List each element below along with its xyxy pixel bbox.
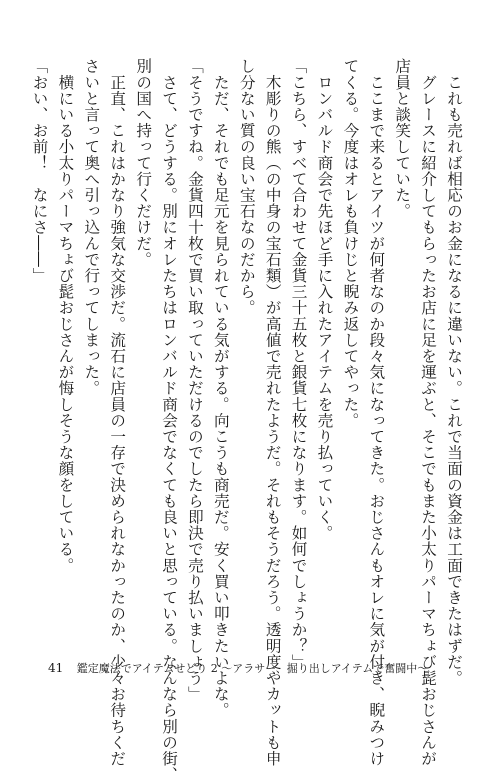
text-line: し分ない質の良い宝石なのだから。 — [237, 58, 256, 316]
text-line: ただ、それでも足元を見られている気がする。向こうも商売だ。安く買い叩きたいよな。 — [211, 58, 230, 719]
text-line: さて、どうする。別にオレたちはロンバルド商会でなくても良いと思っている。なんなら別の街、 — [160, 58, 179, 783]
text-line: ここまで来るとアイツが何者なのか段々気になってきた。おじさんもオレに気が付き、睨みつけ — [367, 58, 386, 767]
running-title: 鑑定魔法でアイテムせどり 2 〜アラサー、掘り出しアイテムで奮闘中〜 — [76, 662, 429, 675]
text-line: ロンバルド商会で先ほど手に入れたアイテムを売り払っていく。 — [315, 58, 334, 541]
page-number: 41 — [48, 661, 64, 675]
text-line: 「そうですね。金貨四十枚で買い取っていただけるのでしたら即決で売り払いましょう」 — [185, 58, 204, 702]
text-line: グレースに紹介してもらったお店に足を運ぶと、そこでもまた小太りパーマちょび髭おじさんが — [419, 58, 438, 767]
text-line: 店員と談笑していた。 — [393, 58, 412, 219]
page-footer — [48, 660, 428, 676]
text-line: さいと言って奥へ引っ込んで行ってしまった。 — [82, 58, 101, 397]
text-line: てくる。今度はオレも負けじと睨み返してやった。 — [341, 58, 360, 429]
text-line: 木彫りの熊（の中身の宝石類）が高値で売れたようだ。それもそうだろう。透明度やカットも申 — [263, 58, 282, 767]
text-line: 「おい、お前！ なにさ――」 — [30, 58, 49, 284]
text-line: 別の国へ持って行くだけだ。 — [134, 58, 153, 268]
text-line: 横にいる小太りパーマちょび髭おじさんが悔しそうな顔をしている。 — [56, 58, 75, 574]
text-line: これも売れば相応のお金になるに違いない。これで当面の資金は工面できたはずだ。 — [445, 58, 463, 686]
text-line: 「こちら、すべて合わせて金貨三十五枚と銀貨七枚になります。如何でしょうか？」 — [289, 58, 308, 670]
text-line: 正直、これはかなり強気な交渉だ。流石に店員の一存で決められなかったのか、少々お待ちくだ — [108, 58, 127, 767]
